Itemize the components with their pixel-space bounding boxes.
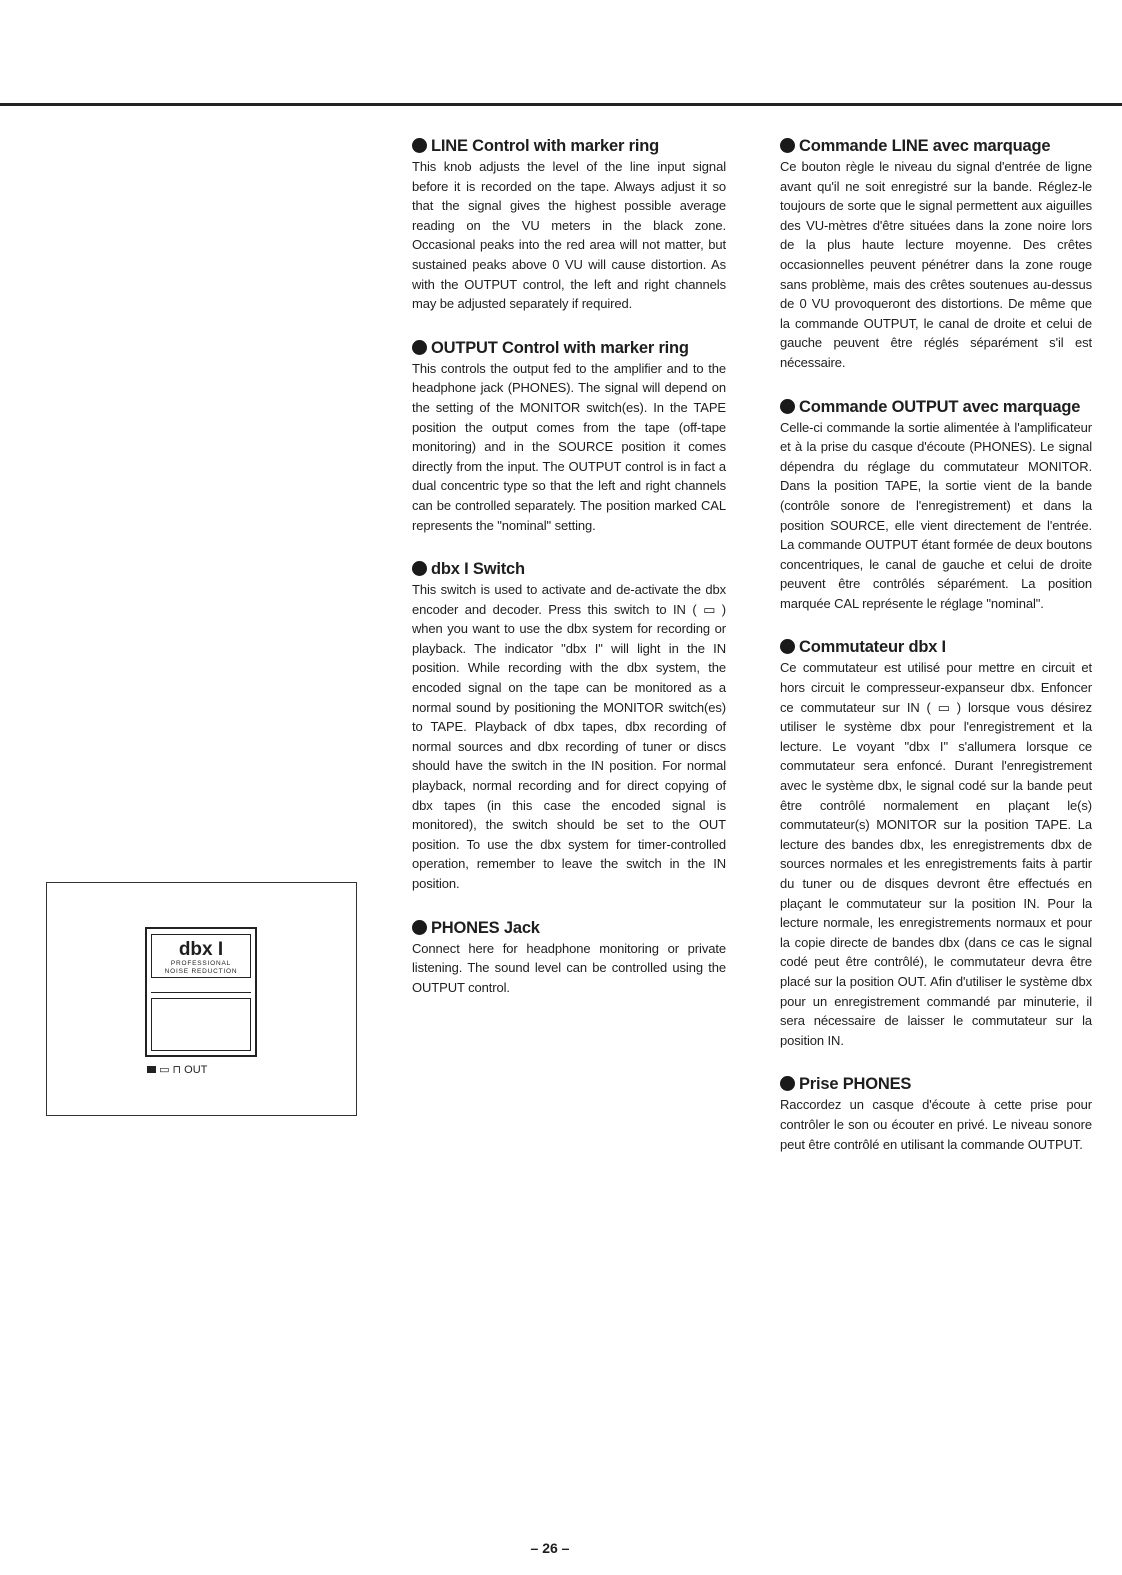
section-output-control: [412, 338, 726, 535]
section-heading: [412, 338, 726, 358]
french-column: [780, 136, 1092, 1178]
section-line-control: [412, 136, 726, 314]
section-title: PHONES Jack: [431, 918, 540, 937]
section-heading: [780, 1074, 1092, 1094]
section-title: Commande OUTPUT avec marquage: [799, 397, 1081, 416]
dbx-switch-illustration: [145, 927, 257, 1057]
section-body: Celle-ci commande la sortie alimentée à l'amplificateur et à la prise du casque d'écoute (PHONES). Le signal dépendra du réglage du commutateur MONITOR. Dans la position TAPE, la sortie vient de la bande (contrôle sonore de l'enregistrement) et dans la position SOURCE, elle vient directement de l'entrée. La commande OUTPUT étant formée de deux boutons concentriques, le canal de gauche et celui de droite peuvent être contrôlés séparément. La position marquée CAL représente le réglage "nominal".: [780, 419, 1092, 611]
section-phones-jack: [412, 918, 726, 998]
section-title: Prise PHONES: [799, 1075, 912, 1094]
item-number-icon: [412, 340, 427, 355]
in-position-symbol: ▭: [159, 1064, 170, 1076]
english-column: [412, 136, 726, 1021]
section-heading: [412, 559, 726, 579]
dbx-push-button: [151, 998, 251, 1051]
section-body: This switch is used to activate and de-activate the dbx encoder and decoder. Press this switch to IN ( ▭ ) when you want to use the dbx system for recording or playback. The indicator "dbx I" will light in the IN position. While recording with the dbx system, the encoded signal on the tape can be monitored as a normal sound by positioning the MONITOR switch(es) to TAPE. Playback of dbx tapes, dbx recording of normal sources and dbx recording of tuner or discs should have the switch in the IN position. For normal playback, normal recording and for direct copying of dbx tapes (in this case the encoded signal is monitored), the switch should be set to the OUT position. To use the dbx system for timer-controlled operation, remember to leave the switch in the IN position.: [412, 582, 726, 891]
item-number-icon: [412, 561, 427, 576]
dbx-label-panel: [151, 934, 251, 978]
section-title: LINE Control with marker ring: [431, 137, 659, 155]
section-heading: [780, 637, 1092, 657]
section-heading: [412, 136, 726, 156]
section-dbx-switch: [412, 559, 726, 894]
section-commutateur-dbx: [780, 637, 1092, 1050]
dbx-switch-figure: [46, 882, 357, 1116]
item-number-icon: [780, 1076, 795, 1091]
section-heading: [780, 136, 1092, 156]
section-body: Connect here for headphone monitoring or private listening. The sound level can be controlled using the OUTPUT control.: [412, 940, 726, 995]
section-body: Raccordez un casque d'écoute à cette prise pour contrôler le son ou écouter en privé. Le niveau sonore peut être contrôlé en utilisant la commande OUTPUT.: [780, 1097, 1092, 1152]
item-number-icon: [780, 639, 795, 654]
item-number-icon: [780, 138, 795, 153]
section-heading: [412, 918, 726, 938]
section-heading: [780, 397, 1092, 417]
dbx-subtitle: NOISE REDUCTION: [164, 967, 238, 975]
section-title: Commutateur dbx I: [799, 638, 946, 657]
dbx-logo: dbx I: [178, 939, 224, 960]
section-body: Ce commutateur est utilisé pour mettre en circuit et hors circuit le compresseur-expanseur dbx. Enfoncer ce commutateur sur IN ( ▭ ) lorsque vous désirez utiliser le système dbx pour l'enregistrement et la lecture. Le voyant "dbx I" s'allumera lorsque ce commutateur sera enfoncé. Durant l'enregistrement avec le système dbx, le signal codé sur la bande peut être contrôlé normalement en plaçant le(s) commutateur(s) MONITOR sur la position TAPE. La lecture des bandes dbx, les enregistrements dbx de sources normales et les enregistrements faits à partir du tuner ou de disques devront être effectués en plaçant le commutateur sur la position IN. Pour la lecture normale, les enregistrements normaux et pour la copie directe de bandes dbx (dans ce cas le signal codé peut être contrôlé), le commutateur devra être placé sur la position OUT. Afin d'utiliser le système dbx pour un enregistrement commandé par minuterie, il sera nécessaire de laisser le commutateur sur la position IN.: [780, 660, 1092, 1048]
section-body: Ce bouton règle le niveau du signal d'entrée de ligne avant qu'il ne soit enregistré sur la bande. Réglez-le toujours de sorte que le signal permettent aux aiguilles des VU-mètres d'être situées dans la zone noire lors de la plus haute lecture moyenne. Des crêtes occasionnelles peuvent pénétrer dans la zone rouge sans problème, mais des crêtes soutenues au-dessus de 0 VU provoqueront des distortions. De même que la commande OUTPUT, le canal de droite et celui de gauche peuvent être réglés séparément s'il est nécessaire.: [780, 159, 1092, 370]
section-body: This controls the output fed to the amplifier and to the headphone jack (PHONES). The signal will depend on the setting of the MONITOR switch(es). In the TAPE position the output comes from the tape (off-tape monitoring) and in the SOURCE position it comes directly from the input. The OUTPUT control is in fact a dual concentric type so that the left and right channels can be controlled separately. The position marked CAL represents the "nominal" setting.: [412, 360, 726, 533]
section-prise-phones: [780, 1074, 1092, 1154]
in-position-icon: [147, 1066, 156, 1073]
section-title: dbx I Switch: [431, 560, 525, 579]
section-title: OUTPUT Control with marker ring: [431, 338, 689, 357]
item-number-icon: [780, 399, 795, 414]
item-number-icon: [412, 920, 427, 935]
dbx-subtitle: PROFESSIONAL: [170, 960, 232, 967]
section-commande-line: [780, 136, 1092, 373]
item-number-icon: [412, 138, 427, 153]
switch-position-legend: [147, 1063, 267, 1077]
section-commande-output: [780, 397, 1092, 614]
top-rule: [0, 103, 1122, 106]
section-body: This knob adjusts the level of the line input signal before it is recorded on the tape. Always adjust it so that the signal gives the highest possible average reading on the VU meters in the black zone. Occasional peaks into the red area will not matter, but sustained peaks above 0 VU will cause distortion. As with the OUTPUT control, the left and right channels may be adjusted separately if required.: [412, 159, 726, 312]
section-title: Commande LINE avec marquage: [799, 137, 1051, 155]
page-number: – 26 –: [530, 1540, 570, 1556]
out-position-label: ⊓ OUT: [172, 1064, 208, 1076]
dbx-band: [151, 983, 251, 993]
